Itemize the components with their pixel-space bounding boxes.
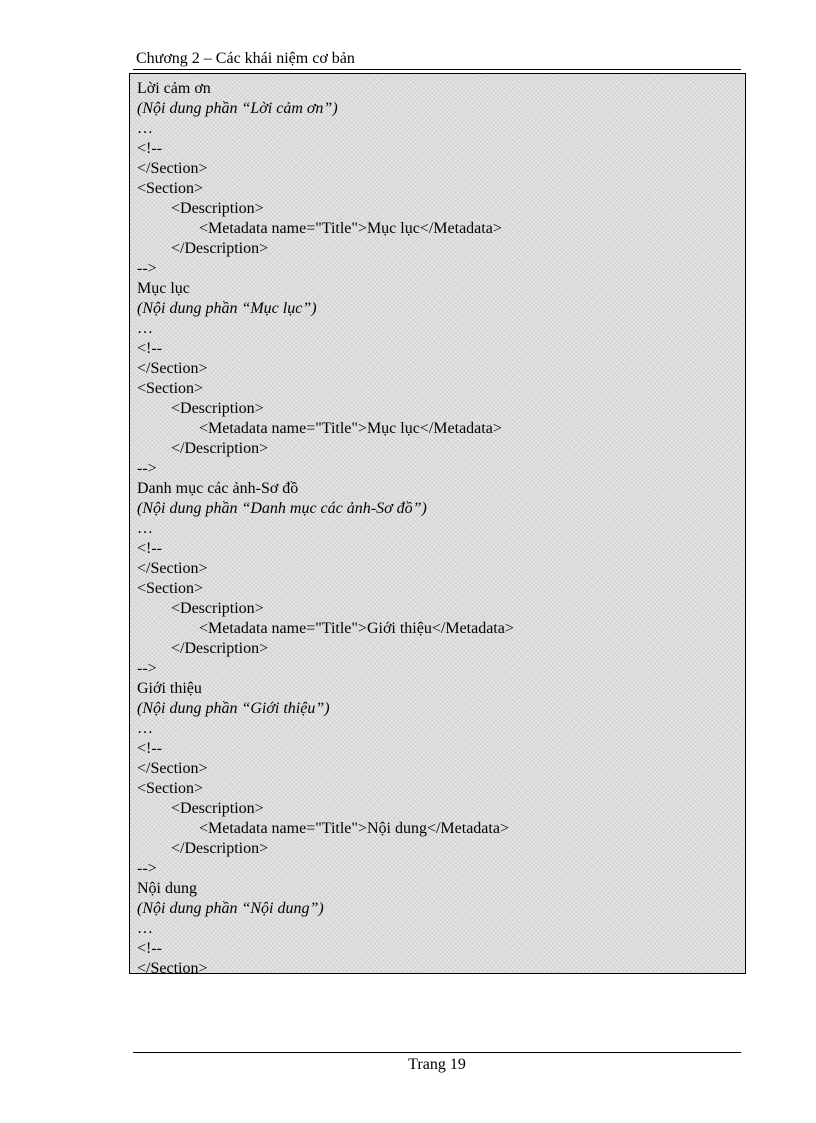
code-line: <Description> xyxy=(171,400,264,417)
code-line: <Section> xyxy=(137,380,204,397)
code-line: </Description> xyxy=(171,240,269,257)
page-number: Trang 19 xyxy=(408,1056,466,1073)
code-line: <Metadata name="Title">Nội dung</Metadata> xyxy=(199,820,509,837)
code-line: </Section> xyxy=(137,560,208,577)
code-line: … xyxy=(137,720,153,737)
code-line: <!-- xyxy=(137,540,163,557)
code-line: <!-- xyxy=(137,740,163,757)
code-line: (Nội dung phần “Giới thiệu”) xyxy=(137,700,330,717)
code-line: <!-- xyxy=(137,140,163,157)
code-line: Lời cảm ơn xyxy=(137,80,211,97)
code-line: (Nội dung phần “Mục lục”) xyxy=(137,300,317,317)
code-line: </Description> xyxy=(171,840,269,857)
code-line: <!-- xyxy=(137,940,163,957)
code-line: </Section> xyxy=(137,960,208,977)
code-line: </Description> xyxy=(171,440,269,457)
code-line: </Section> xyxy=(137,160,208,177)
code-line: <Section> xyxy=(137,580,204,597)
code-line: … xyxy=(137,520,153,537)
code-line: --> xyxy=(137,460,157,477)
code-line: <!-- xyxy=(137,340,163,357)
code-line: </Section> xyxy=(137,760,208,777)
code-listing-box xyxy=(129,73,746,977)
code-line: <Section> xyxy=(137,780,204,797)
code-line: (Nội dung phần “Lời cảm ơn”) xyxy=(137,100,338,117)
code-line: <Description> xyxy=(171,800,264,817)
code-line: <Description> xyxy=(171,200,264,217)
page-footer xyxy=(133,1052,741,1073)
code-line: <Description> xyxy=(171,600,264,617)
code-line: --> xyxy=(137,860,157,877)
code-line: <Metadata name="Title">Mục lục</Metadata> xyxy=(199,220,502,237)
code-line: Giới thiệu xyxy=(137,680,202,697)
code-line: (Nội dung phần “Nội dung”) xyxy=(137,900,324,917)
code-line: <Section> xyxy=(137,180,204,197)
code-line: Nội dung xyxy=(137,880,197,897)
code-line: <Metadata name="Title">Giới thiệu</Metadata> xyxy=(199,620,514,637)
page-header xyxy=(133,46,741,70)
code-line: … xyxy=(137,320,153,337)
code-line: </Description> xyxy=(171,640,269,657)
code-line: … xyxy=(137,920,153,937)
code-line: (Nội dung phần “Danh mục các ảnh-Sơ đồ”) xyxy=(137,500,427,517)
chapter-title: Chương 2 – Các khái niệm cơ bản xyxy=(136,50,355,67)
code-line: --> xyxy=(137,260,157,277)
code-line: … xyxy=(137,120,153,137)
code-line: <Metadata name="Title">Mục lục</Metadata> xyxy=(199,420,502,437)
code-line: </Section> xyxy=(137,360,208,377)
code-line: Mục lục xyxy=(137,280,190,297)
code-line: Danh mục các ảnh-Sơ đồ xyxy=(137,480,299,497)
code-line: --> xyxy=(137,660,157,677)
